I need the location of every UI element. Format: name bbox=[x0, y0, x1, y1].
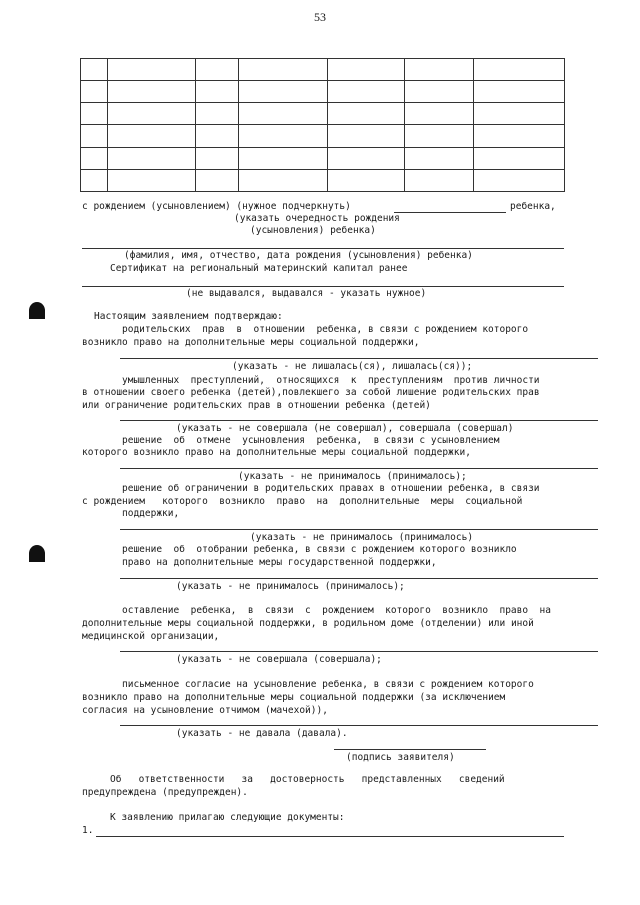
table-cell[interactable] bbox=[474, 169, 565, 191]
table-cell[interactable] bbox=[474, 81, 565, 103]
signature-line[interactable] bbox=[334, 749, 486, 750]
attachment-item-blank[interactable] bbox=[96, 836, 564, 837]
adoption-blank[interactable] bbox=[120, 468, 598, 469]
table-cell[interactable] bbox=[108, 81, 196, 103]
table-cell[interactable] bbox=[196, 103, 239, 125]
table-cell[interactable] bbox=[81, 147, 108, 169]
table-cell[interactable] bbox=[328, 169, 405, 191]
table-cell[interactable] bbox=[474, 59, 565, 81]
certificate-hint: (не выдавался, выдавался - указать нужное) bbox=[186, 288, 427, 299]
table-cell[interactable] bbox=[196, 147, 239, 169]
table-cell[interactable] bbox=[239, 169, 328, 191]
leaving-text-1: оставление ребенка, в связи с рождением которого возникло право на bbox=[122, 605, 551, 616]
attachment-item-number: 1. bbox=[82, 825, 94, 836]
adoption-text-1: решение об отмене усыновления ребенка, в связи с усыновлением bbox=[122, 435, 500, 446]
table-cell[interactable] bbox=[239, 59, 328, 81]
table-cell[interactable] bbox=[81, 125, 108, 147]
table-cell[interactable] bbox=[81, 59, 108, 81]
table-row bbox=[81, 103, 565, 125]
restriction-text-1: решение об ограничении в родительских правах в отношении ребенка, в связи bbox=[122, 483, 540, 494]
removal-text-2: право на дополнительные меры государственной поддержки, bbox=[122, 557, 437, 568]
table-row bbox=[81, 169, 565, 191]
birth-hint-1: (указать очередность рождения bbox=[234, 213, 400, 224]
table-cell[interactable] bbox=[239, 125, 328, 147]
birth-hint-2: (усыновления) ребенка) bbox=[250, 225, 376, 236]
removal-blank[interactable] bbox=[120, 578, 598, 579]
table-cell[interactable] bbox=[196, 81, 239, 103]
table-cell[interactable] bbox=[108, 103, 196, 125]
table-cell[interactable] bbox=[405, 103, 474, 125]
crimes-blank[interactable] bbox=[120, 420, 598, 421]
leaving-text-3: медицинской организации, bbox=[82, 631, 220, 642]
consent-text-1: письменное согласие на усыновление ребенка, в связи с рождением которого bbox=[122, 679, 534, 690]
page-number: 53 bbox=[314, 10, 326, 24]
table-cell[interactable] bbox=[328, 59, 405, 81]
removal-text-1: решение об отобрании ребенка, в связи с рождением которого возникло bbox=[122, 544, 517, 555]
consent-text-2: возникло право на дополнительные меры социальной поддержки (за исключением bbox=[82, 692, 506, 703]
data-table bbox=[80, 58, 565, 192]
rights-text-1: родительских прав в отношении ребенка, в связи с рождением которого bbox=[122, 324, 529, 335]
leaving-text-2: дополнительные меры социальной поддержки, в родильном доме (отделении) или иной bbox=[82, 618, 534, 629]
crimes-text-1: умышленных преступлений, относящихся к преступлениям против личности bbox=[122, 375, 540, 386]
table-cell[interactable] bbox=[81, 169, 108, 191]
table-cell[interactable] bbox=[405, 169, 474, 191]
table-row bbox=[81, 59, 565, 81]
restriction-hint: (указать - не принималось (принималось) bbox=[250, 532, 474, 543]
consent-blank[interactable] bbox=[120, 725, 598, 726]
rights-text-2: возникло право на дополнительные меры социальной поддержки, bbox=[82, 337, 420, 348]
birth-line-text: с рождением (усыновлением) (нужное подчеркнуть) bbox=[82, 201, 351, 212]
table-cell[interactable] bbox=[405, 147, 474, 169]
punch-hole-mark bbox=[29, 545, 45, 562]
crimes-hint: (указать - не совершала (не совершал), совершала (совершал) bbox=[176, 423, 514, 434]
restriction-blank[interactable] bbox=[120, 529, 598, 530]
table-cell[interactable] bbox=[405, 59, 474, 81]
table-cell[interactable] bbox=[239, 81, 328, 103]
table-cell[interactable] bbox=[239, 103, 328, 125]
table-cell[interactable] bbox=[108, 169, 196, 191]
adoption-text-2: которого возникло право на дополнительные меры социальной поддержки, bbox=[82, 447, 471, 458]
table-cell[interactable] bbox=[196, 169, 239, 191]
crimes-text-3: или ограничение родительских прав в отношении ребенка (детей) bbox=[82, 400, 431, 411]
child-details-hint: (фамилия, имя, отчество, дата рождения (усыновления) ребенка) bbox=[124, 250, 473, 261]
confirm-heading: Настоящим заявлением подтверждаю: bbox=[94, 311, 283, 322]
table-cell[interactable] bbox=[405, 125, 474, 147]
rights-blank[interactable] bbox=[120, 358, 598, 359]
certificate-blank[interactable] bbox=[82, 286, 564, 287]
table-row bbox=[81, 147, 565, 169]
table-cell[interactable] bbox=[474, 125, 565, 147]
table-cell[interactable] bbox=[108, 59, 196, 81]
table-cell[interactable] bbox=[405, 81, 474, 103]
table-cell[interactable] bbox=[81, 81, 108, 103]
attachments-heading: К заявлению прилагаю следующие документы: bbox=[110, 812, 345, 823]
table-cell[interactable] bbox=[474, 147, 565, 169]
leaving-hint: (указать - не совершала (совершала); bbox=[176, 654, 382, 665]
leaving-blank[interactable] bbox=[120, 651, 598, 652]
birth-order-blank[interactable] bbox=[394, 212, 506, 213]
certificate-line: Сертификат на региональный материнский капитал ранее bbox=[110, 263, 408, 274]
restriction-text-2: с рождением которого возникло право на дополнительные меры социальной bbox=[82, 496, 523, 507]
consent-hint: (указать - не давала (давала). bbox=[176, 728, 348, 739]
table-cell[interactable] bbox=[239, 147, 328, 169]
crimes-text-2: в отношении своего ребенка (детей),повлекшего за собой лишение родительских прав bbox=[82, 387, 540, 398]
table-cell[interactable] bbox=[328, 81, 405, 103]
adoption-hint: (указать - не принималось (принималось); bbox=[238, 471, 467, 482]
consent-text-3: согласия на усыновление отчимом (мачехой)), bbox=[82, 705, 328, 716]
table-cell[interactable] bbox=[196, 59, 239, 81]
table-cell[interactable] bbox=[328, 147, 405, 169]
responsibility-text-1: Об ответственности за достоверность представленных сведений bbox=[110, 774, 505, 785]
restriction-text-3: поддержки, bbox=[122, 508, 180, 519]
table-cell[interactable] bbox=[108, 125, 196, 147]
removal-hint: (указать - не принималось (принималось); bbox=[176, 581, 405, 592]
table-cell[interactable] bbox=[108, 147, 196, 169]
responsibility-text-2: предупреждена (предупрежден). bbox=[82, 787, 248, 798]
rights-hint: (указать - не лишалась(ся), лишалась(ся)); bbox=[232, 361, 473, 372]
table-cell[interactable] bbox=[328, 103, 405, 125]
table-cell[interactable] bbox=[81, 103, 108, 125]
punch-hole-mark bbox=[29, 302, 45, 319]
table-cell[interactable] bbox=[328, 125, 405, 147]
signature-hint: (подпись заявителя) bbox=[346, 752, 455, 763]
table-cell[interactable] bbox=[196, 125, 239, 147]
birth-line-end: ребенка, bbox=[510, 201, 556, 212]
child-details-blank[interactable] bbox=[82, 248, 564, 249]
table-row bbox=[81, 81, 565, 103]
table-cell[interactable] bbox=[474, 103, 565, 125]
table-row bbox=[81, 125, 565, 147]
